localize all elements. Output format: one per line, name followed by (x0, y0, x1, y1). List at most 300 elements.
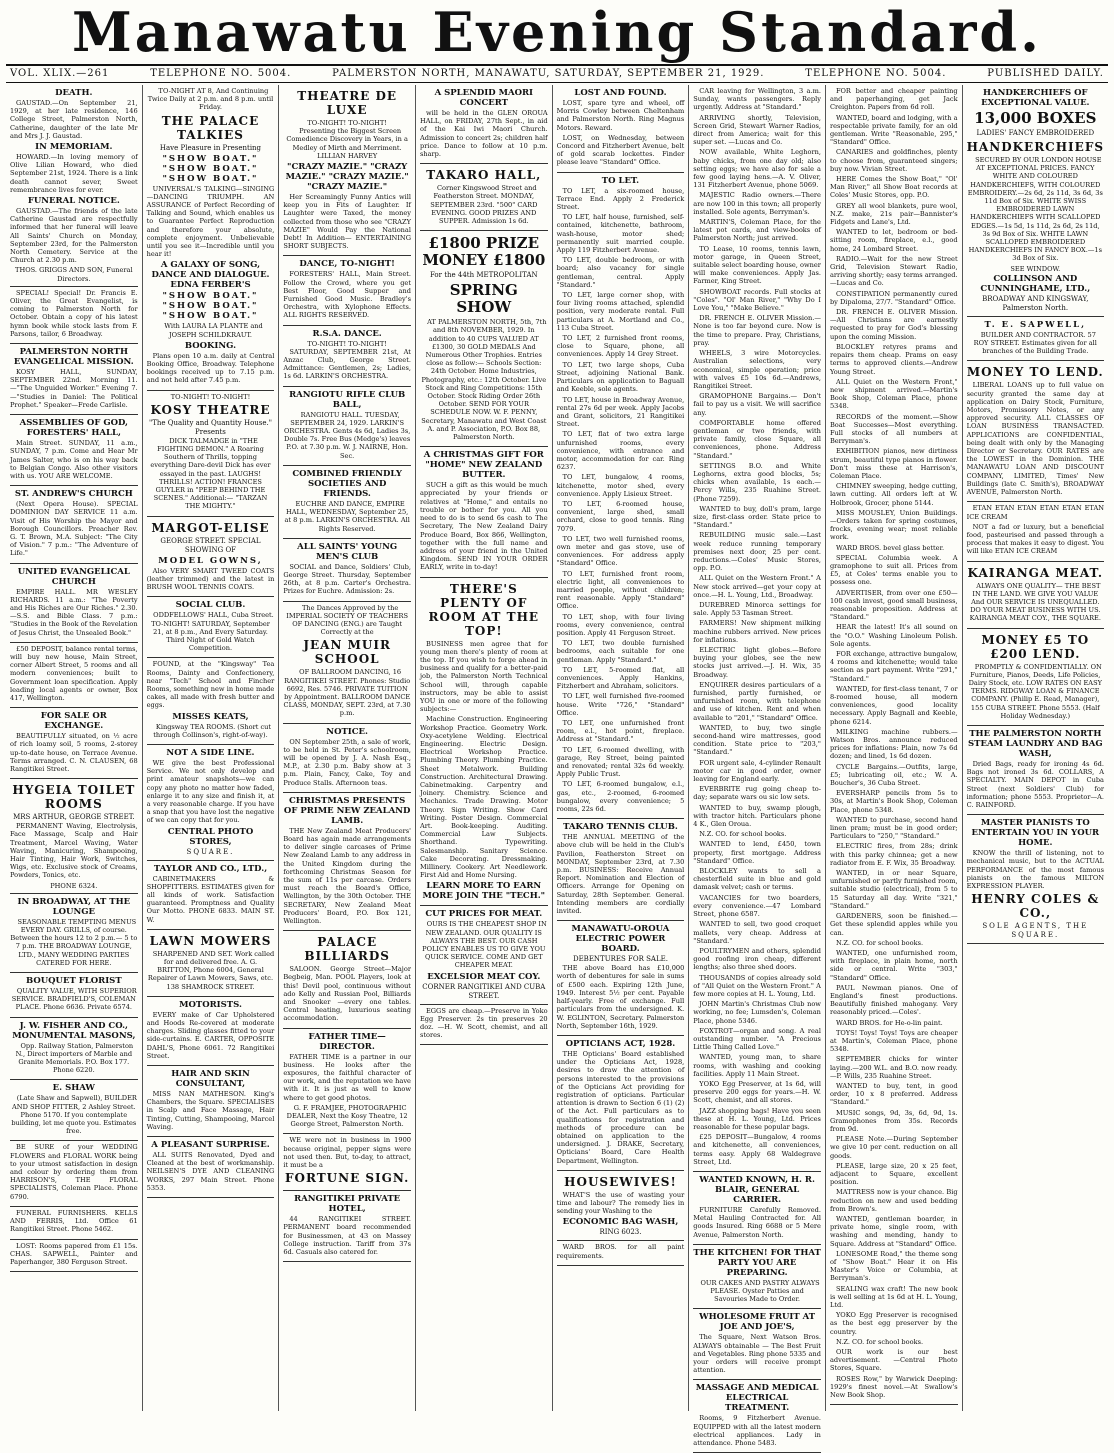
ad-opticians (557, 1036, 685, 1171)
heading: LOST AND FOUND. (574, 88, 667, 98)
body: PROMPTLY & CONFIDENTIALLY. ON Furniture, Pianos, Deeds, Life Policies, Dairy Stock, etc. LOW RATES ON EASY TERMS. RIDGWAY LOAN & FINANCE COMPANY. (Philip E. Read, Manager), 155 CUBA STREET. Phone 5553. (Half Holiday Wednesday.) (968, 662, 1102, 720)
heading: FOR SALE OR EXCHANGE. (40, 711, 107, 732)
body: FURNITURE Carefully Removed. Metal Hauling Contracted for. All goods Insured. Ring 6688 or 5 Mere Avenue, Palmerston North. (693, 1205, 821, 1239)
body: Dried Bags, ready for ironing 4s 6d. Bags not ironed 3s 6d. COLLARS, A SPECIALTY. MAIN DEPOT in Cuba Street (next Soldiers' Club) for information; phone 5553. Proprietor—A. C. RAINFORD. (966, 759, 1104, 809)
body: CABINETMAKERS & SHOPFITTERS. ESTIMATES given for all kinds of work. Satisfaction guaranteed. Promptness and Quality Our Motto. PHONE 6833. MAIN ST. W. (146, 874, 275, 924)
ad-ridgway-loan (967, 629, 1104, 726)
body: SEASONABLE TEMPTING MENUS EVERY DAY. GRILLS, of course. Between the hours 12 to 2 p.m.— 5 to 7 p.m. THE BROADWAY LOUNGE, LTD., MANY WEDDING PARTIES CATERED FOR HERE. (10, 917, 138, 967)
classified: TO Lease, 10 rooms, tennis lawn, motor garage, in Queen Street, suitable select boarding house, owner will make conveniences. Apply Jas. Farmer, King Street. (693, 244, 821, 286)
classified: PLEASE, large size, 20 x 25 feet, adjacent to Square, excellent position. (829, 1161, 958, 1187)
body: Plans open 10 a.m. daily at Central Booking Office, Broadway. Telephone bookings received up to 7.15 p.m. and not held after 7.45 p.m. (146, 351, 275, 385)
body: FORESTERS' HALL, Main Street. Follow the Crowd, where you get Best Floor, Good Supper and Furnished Good Music. Bradley's Orchestra, with Xylophone Effects. ALL RIGHTS RESERVED. (283, 270, 411, 320)
column-3 (279, 85, 416, 1411)
intro: TO-NIGHT! TO-NIGHT! (170, 392, 251, 401)
body: OUR CAKES AND PASTRY ALWAYS PLEASE. Oyster Patties and Savouries Made to Order. (700, 1278, 820, 1304)
heading: RANGITIKEI PRIVATE HOTEL, (294, 1194, 401, 1215)
classified: TO LET, double bedroom, or with board; also vacancy for single gentleman, central. Apply "Standard." (556, 256, 685, 289)
ad-deposit (10, 643, 138, 708)
classified: TO LET, 5-roomed flat, all conveniences. Apply Hankins, Fitzherbert and Abraham, solicitors. (556, 665, 685, 691)
heading: A SPLENDID MAORI CONCERT (434, 88, 534, 108)
classified: MARTIN'S, Coleman Place, for the latest pot cards, and view-books of Palmerston North; just arrived. (693, 218, 821, 243)
see-window: SEE WINDOW. (1010, 264, 1061, 273)
heading: NOTICE. (326, 726, 368, 737)
classified: WANTED to lend, £450, town property, first mortgage. Address "Standard" Office. (693, 840, 821, 865)
heading: OPTICIANS ACT, 1928. (565, 1038, 676, 1049)
feature-title: "SHOW BOAT." "SHOW BOAT." "SHOW BOAT." (162, 291, 259, 322)
classified: WANTED to let, bedroom or bed-sitting room, fireplace, e.l., good home, 24 Lombard Street. (829, 228, 958, 253)
classified: ROSES Row," by Warwick Deeping: 1929's finest novel.—At Swallow's New Book Shop. (829, 1374, 958, 1400)
ad-bag-wash (557, 1171, 685, 1242)
ad-jean-muir (283, 602, 411, 724)
classified: TO LET, 6-roomed bungalow, e.l., gas, etc., 2-roomed, 6-roomed bungalow, every convenience; 5 rooms, 22s 6d. (556, 780, 685, 814)
classified: WANTED, board and lodging, with a respectable private family, for an old gentleman. Write "Reasonable, 295," "Standard" Office. (829, 113, 958, 147)
heading: RANGIOTU RIFLE CLUB BALL, (289, 389, 406, 410)
classified: BLOCKLEY wants to sell a chesterfield suite in blue and gold damask velvet; cash or terms. (693, 867, 821, 892)
ad-lost (10, 1240, 138, 1273)
body: SECURED BY OUR LONDON HOUSE AT EXCEPTIONAL PRICES. FANCY WHITE AND COLOURED HANDKERCHIEFS, WITH COLOURED EMBROIDERY.—2s 6d, 2s 11d, 3s 6d, 3s 11d Box of Six. WHITE SWISS EMBROIDERED LAWN HANDKERCHIEFS WITH SCALLOPED EDGES.—1s 5d, 1s 11d, 2s 6d, 2s 11d, 3s 9d Box of Six. WHITE LAWN SCALLOPED EMBROIDERED HANDKERCHIEFS IN FANCY BOX.—1s 3d Box of Six. (967, 156, 1103, 263)
classified: FOR exchange, attractive bungalow, 4 rooms and kitchenette; would take section as part payment. Write "291," "Standard." (829, 650, 958, 683)
ad-flowers (10, 1141, 138, 1206)
heading: FUNERAL NOTICE. (27, 196, 120, 207)
ad-steam-laundry (967, 726, 1104, 815)
classified: POULTRYMEN and others, splendid good roofing iron cheap, different lengths; also three shed doors. (693, 946, 821, 972)
body: will be held in the GLEN OROUA HALL, on FRIDAY, 27th Sept., in aid of the Kai Iwi Maori Church. Admission to concert 2s; children half price. Dance to follow at 10 p.m. sharp. (419, 109, 548, 159)
heading: ASSEMBLIES OF GOD, FORESTERS' HALL, (19, 418, 129, 439)
heading: THERE'S PLENTY OF ROOM AT THE TOP! (428, 581, 540, 638)
classified: RECORDS of the moment.—Show Boat Successes—Most everything. Full stocks of all numbers at Berryman's. (829, 412, 958, 446)
body: LOST: Rooms papered from £1 15s. CHAS. SAPWELL, Painter and Paperhanger, 380 Ferguson Street. (10, 1241, 138, 1266)
heading: A CHRISTMAS GIFT FOR "HOME" NEW ZEALAND BUTTER. (423, 450, 544, 481)
classified: THOUSANDS of copies already sold of "All Quiet on the Western Front." A few more copies at H. L. Young, Ltd. (693, 973, 821, 998)
ad-taylor (147, 861, 275, 930)
classified: ADVERTISER, from over one £50—100 cash invest, good small business, reasonable proposition. Address at "Standard." (829, 588, 958, 622)
ad-kitchen (693, 1245, 821, 1310)
classified: CONSTIPATION permanently cured by Dipaloma, 27/7. "Standard" Office. (829, 289, 958, 306)
classified: EXHIBITION pianos, new dirtiness strum, beautiful type pianos in flower. Don't miss these at Harrison's, Coleman Place. (829, 447, 958, 480)
ad-shaw (10, 1080, 138, 1141)
column-1 (6, 85, 143, 1411)
body: OURS IS THE CHEAPEST SHOP IN NEW ZEALAND. OUR QUALITY IS ALWAYS THE BEST. OUR CASH POLICY ENABLES US TO GIVE YOU QUICK SERVICE. COME AND GET CHEAPER MEAT. (422, 920, 547, 970)
heading: COLLINSON AND CUNNINGHAME, LTD., (980, 273, 1091, 294)
body: FOUND, at the "Kingsway" Tea Rooms, Dainty and Confectionery, near "Tech" School and Fincher Rooms, something new in home made cakes, all made with fresh butter and eggs. (146, 660, 275, 710)
body: SHARPENED AND SET. Work called for and delivered free. A. G. BRITTON, Phone 6004, General Repairer of Lawn Mowers, Saws, etc. 138 SHAMROCK STREET. (147, 949, 275, 991)
classified: ELECTRIC light globes.—Before buying your globes, see the new stocks just arrived.—J. H. Wix, 35 Broadway. (693, 646, 821, 679)
volume-number: VOL. XLIX.—261 (10, 68, 110, 79)
classified: TO LET, 2 furnished front rooms, close to Square, phone, all conveniences. Apply 14 Grey Street. (556, 334, 685, 359)
classified: PLEASE Note.—During September we give 10 per cent. reduction on all goods. (829, 1135, 958, 1160)
ad-kairanga-meat (967, 562, 1104, 629)
heading: ECONOMIC BAG WASH, (562, 1217, 679, 1228)
ad-broadway (10, 894, 138, 973)
classified: ENQUIRER desires particulars of a furnished, partly furnished, or unfurnished room, with telephone and use of kitchen. Rent and when available to "201," "Standard" Office. (693, 680, 821, 722)
ad-excelsior-meat (420, 906, 548, 1004)
ad-tennis-club (557, 819, 685, 921)
subheading: SQUARE. (186, 847, 235, 856)
subheading: A GALAXY OF SONG, DANCE AND DIALOGUE. EDNA FERBER'S (151, 260, 270, 291)
body: BUILDER AND CONTRACTOR. 57 ROY STREET. Estimates given for all branches of the Building Trade. (973, 330, 1097, 356)
heading: HYGEIA TOILET ROOMS (12, 783, 136, 812)
classified: YOKO Egg Preserver is recognised as the best egg preserver by the country. (829, 1311, 958, 1336)
classified: WARD BROS. for He-o-lin paint. (835, 1018, 943, 1027)
published-daily: PUBLISHED DAILY. (987, 68, 1104, 79)
classified: DR. FRENCH E. OLIVER Mission. —All Christians are earnestly requested to pray for God's blessing upon the coming Mission. (829, 308, 958, 341)
classified: £25 DEPOSIT—Bungalow, 4 rooms and kitchenette, all conveniences, terms easy. Apply 68 Waldegrave Street, Ltd. (693, 1133, 821, 1166)
heading: TAYLOR AND CO., LTD., (153, 863, 268, 874)
body: PERMANENT Waving, Electrolysis, Face Massage, Scalp and Hair Treatment, Marcel Waving, Water Waving, Manicuring, Shampooing, Hair Tinting, Hair Work, Switches, Wigs, etc. Exclusive stock of Creams, Powders, Tonics, etc. (10, 822, 138, 880)
classified: DR. FRENCH E. OLIVER Mission.— None is too far beyond cure. Now is the time to prepare. Pray, Christians, pray. (693, 314, 821, 347)
classified: WANTED, young man, to share rooms, with washing and cooking facilities. Apply 11 Main Street. (693, 1053, 821, 1078)
body: Rooms, 9 Fitzherbert Avenue. EQUIPPED with all the latest modern electrical appliances. Lady in attendance. Phone 5483. (693, 1414, 821, 1448)
ad-theatre-de-luxe (283, 85, 411, 256)
ad-lawn-mowers (147, 930, 275, 997)
classified: JOHN Martin's Christmas Club now working, no fee; Lumsden's, Coleman Place, phone 5346. (693, 1000, 821, 1025)
heading: LEARN MORE TO EARN MORE JOIN THE "TECH." (422, 881, 546, 902)
telephone-left: TELEPHONE NO. 5004. (150, 68, 292, 79)
body: 44 RANGITIKEI STREET. PERMANENT board recommended for Businessmen, at 43 on Massey College instruction. Tariff from 37s 6d. Casuals also catered for. (283, 1215, 411, 1257)
ad-fortune-sign (283, 1134, 411, 1191)
classified: CAR leaving for Wellington, 3 a.m. Sunday, wants passengers. Reply urgently. Address at "Standard." (693, 87, 821, 112)
body: (Next Opera House). SPECIAL DOMINION DAY SERVICE 11 a.m. Visit of His Worship the Mayor and Borough Councillors. Preacher Rev. G. T. Brown, M.A. Subject: "The City of Vision." 7 p.m.: "The Adventure of Life." (10, 500, 138, 558)
classified: WANTED to buy, swamp plough, with tractor hitch. Particulars phone 4 K., Glen Oroua. (693, 803, 821, 829)
dateline (6, 64, 1108, 83)
classified: SEALING wax craft! The new book is well selling at 1s 6d at H. L. Young, Ltd. (829, 1284, 958, 1310)
heading: HAIR AND SKIN CONSULTANT, (171, 1069, 250, 1090)
phone: PHONE 6324. (50, 881, 98, 890)
heading: A PLEASANT SURPRISE. (151, 1140, 270, 1151)
classified: TO LET, well furnished five-roomed house. Write "726," "Standard" Office. (556, 692, 685, 717)
ad-bouquet (10, 973, 138, 1018)
body: AT PALMERSTON NORTH, 5th, 7th and 8th NOVEMBER, 1929. In addition to 40 CUPS VALUED AT £1300, 30 GOLD MEDALS And Numerous Other Trophies. Entries close as follow:— Schools Section: 24th October. Home Industries, Photography, etc.: 12th October. Live Stock and Ring Competitions: 15th October. Stock Riding Order 26th October. SEND FOR YOUR SCHEDULE NOW. W. F. PENNY, Secretary, Manawatu and West Coast A. and P. Association, P.O. Box 88, Palmerston North. (421, 318, 547, 442)
body: QUALITY VALUE, WITH SUPERIOR SERVICE. BRADFIELD'S, COLEMAN PLACE. Phone 6636. Private 6574. (11, 987, 137, 1012)
body: DICK TALMADGE in "THE FIGHTING DEMON." A Roaring Southern of Thrills, topping everything Dare-devil Dick has ever essayed in the past. LAUGHS! THRILLS! ACTION! FRANCES GUYLER in "PEEP BEHIND THE SCENES." Additional:— "TARZAN THE MIGHTY." (150, 436, 271, 511)
classified: FOR better and cheaper painting and paperhanging, get Jack Creighton. Papers from 6d roll. (829, 87, 958, 112)
heading: HOUSEWIVES! (564, 1174, 677, 1189)
body: EMPIRE HALL. MR WESLEY RICHARDS. 11 a.m.: "The Poverty and His Riches are Our Riches." 2.30.—S.S. and Bible Class. 7 p.m.: "Studies in the Book of the Revelation of Jesus Christ, the Unsealed Book." (10, 587, 138, 637)
ad-fisher (10, 1018, 138, 1081)
classified: TO LET, large corner shop, with four living rooms attached, splendid position, very moderate rental. Full particulars at A. Mortland and Co., 113 Cuba Street. (556, 291, 685, 332)
body: THE ANNUAL MEETING of the above club will be held in the Club's Pavilion, Featherston Street on MONDAY, September 23rd, at 7.30 p.m. BUSINESS: Receive Annual Report. Nomination and Election of Officers. Arrange for Opening on Saturday, 28th September. General. Intending members are cordially invited. (556, 833, 685, 916)
body: £50 DEPOSIT, balance rental terms, will buy new house, Main Street, corner Albert Street, 5 rooms and all modern conveniences; built to Government loan specification. Apply leading local agents or owner, Box 417, Wellington. (10, 644, 138, 702)
body: ON September 25th, a sale of work, to be held in St. Peter's schoolroom, will be opened by J. A. Nash Esq., M.P., at 2.30 p.m. Baby show at 3 p.m. Plain, Fancy, Cake, Toy and Produce Stalls. Afternoon teas. (283, 737, 411, 787)
classified: SPECIAL Columbia week. A gramophone to suit all. Prices from £5, at Coles' terms enable you to possess one. (829, 553, 958, 587)
classified: SETTINGS B.O. and White Leghorns, extra good blocks, 5s; chicks when available, 1s each.—Percy Wills, 235 Ruahine Street. (Phone 7259). (693, 461, 821, 503)
body: WARD BROS. for all paint requirements. (556, 1243, 685, 1260)
classified: N.Z. CO. for school books. (699, 830, 787, 839)
classified: HERE Comes the Show Boat," "Ol' Man River," all Show Boat records at Coles' Music Stores, opp. P.O. (829, 175, 958, 200)
product-name: ETAN ETAN ETAN ETAN ETAN ETAN ICE CREAM (966, 504, 1104, 521)
body: BE SURE of your WEDDING FLOWERS and FLORAL WORK being to your utmost satisfaction in design and colour by ordering them from HARRISON'S, THE FLORAL SPECIALISTS, Coleman Place. Phone 6790. (10, 1143, 138, 1201)
classified: TO LET, two double furnished bedrooms, each suitable for one gentleman. Apply "Standard." (556, 639, 685, 664)
body: GAUSTAD.—The friends of the late Catherine Gaustad are respectfully informed that her funeral will leave All Saints' Church on Monday, September 23rd, for the Palmerston North Cemetery. Service at the Church at 2.30 p.m. (10, 207, 138, 265)
ad-money-to-lend (967, 361, 1104, 502)
intro: WE were not in business in 1900 because original, pepper signs were not used then. But, to-day, to attract, it must be a (283, 1136, 411, 1170)
body: SALOON. George Street—Major Begbeig, Man. POOL Players, look at this! Devil pool, continuous without ado Kelly and Russian Pool, Billiards and Snooker —every one tables. Central heating, luxurious seating accommodation. (283, 965, 411, 1023)
heading: BOUQUET FLORIST (25, 976, 122, 987)
classified: BLOCKLEY retyres prams and repairs them cheap. Prams on easy terms to approved clients.—Andrew Young Street. (829, 342, 958, 376)
classified: SEPTEMBER chicks for winter laying.—200 W.L. and B.O. now ready. —P. Wills, 235 Ruahine Street. (829, 1055, 958, 1080)
body: FATHER TIME is a partner in our business. He looks after the exposures, the faithful character of our work, and the reputation we have with it. It is just as well to know where to get good photos. (283, 1052, 411, 1102)
classified: YOKO Egg Preserver, at 1s 6d, will preserve 200 eggs for years.—H. W. Scott, chemist, and all stores. (693, 1079, 821, 1105)
classified: FARMERS! New shipment milking machine rubbers arrived. New prices for inflations. (693, 619, 821, 644)
heading: UNITED EVANGELICAL CHURCH (17, 566, 130, 587)
body: The Square, Next Watson Bros. ALWAYS obtainable — The Best Fruit and Vegetables. Ring phone 5335 and your orders will receive prompt attention. (693, 1333, 821, 1375)
classified: JAZZ shopping bags! Have you seen these at H. L. Young, Ltd. Prices reasonable for these popular bags. (693, 1106, 821, 1131)
ad-sale (10, 708, 138, 779)
body: UNIVERSAL'S TALKING—SINGING —DANCING TRIUMPH. AN ASSURANCE of Perfect Recording of Talking and Sound, which enables us to Guarantee Perfect Reproduction and therefore your absolute, complete enjoyment. Unbelievable until you see it—Incredible until you hear it! (146, 184, 275, 259)
classified: PAUL Newman pianos. One of England's finest productions. Beautifully finished mahogany. Very reasonably priced.—Coles'. (829, 983, 958, 1017)
heading: R.S.A. DANCE. (312, 328, 382, 339)
prize-money: £1800 PRIZE MONEY £1800 (422, 234, 546, 270)
classified: TO LET, house in Broadway Avenue, rental 27s 6d per week. Apply Jacobs and Grant, solicitors, 21 Rangitikei Street. (556, 395, 685, 429)
ad-rifle-club (283, 387, 411, 466)
subheading: MRS ARTHUR, GEORGE STREET. (13, 813, 135, 822)
heading: THE PALMERSTON NORTH STEAM LAUNDRY AND BAG WASH, (968, 728, 1103, 759)
heading: MASTER PIANISTS TO ENTERTAIN YOU IN YOUR HOME. (971, 818, 1100, 849)
heading: TO LET. (601, 175, 640, 186)
classified: WANTED, one unfurnished room, with fireplace, in plain home, north side or central. Write "303," "Standard" Office. (829, 948, 958, 982)
classified: MAJESTIC Radio owners.—There are now 100 in this town; all properly installed. Sole agents, Berryman's. (693, 191, 821, 216)
heading: BOOKING. (184, 340, 237, 351)
classified: ARRIVING shortly, Television, Screen Grid, Stewart Warner Radios, direct from America; wait for this super set. —Lucas and Co. (693, 113, 821, 147)
ad-motorists (147, 997, 275, 1066)
body: GAUSTAD.—On September 21, 1929, at her late residence, 146 College Street, Palmerston North, Catherine, daughter of the late Mr and Mrs J. J. Gaustad. (10, 99, 138, 140)
classified: TOYS! Toys! Toys! Toys are cheaper at Martin's, Coleman Place, phone 5348. (829, 1028, 958, 1054)
heading: E. SHAW (52, 1083, 95, 1094)
body: (Late Shaw and Sapwell), BUILDER AND SHOP FITTER, 2 Ashley Street. Phone 5170. If you contemplate building, let me quote you. Estimates free. (11, 1094, 137, 1136)
body: Opp. Railway Station, Palmerston N., Direct importers of Marble and Granite Memorials. P.O. Box 177. Phone 6220. (15, 1041, 134, 1075)
heading: ALL SAINTS' YOUNG MEN'S CLUB (297, 541, 398, 562)
classified: MISS MOUSLEY, Union Buildings.—Orders taken for spring costumes, frocks, evening wear; most reliable work. (829, 508, 958, 542)
body: WE give the best Professional Service. We not only develop and print amateur snapshots—we can copy any photo no matter how faded, enlarge it to any size and finish it, at a very reasonable charge. If you have a snap that you have lost the negative of we can copy that for you. (146, 758, 275, 825)
ad-hair (147, 1066, 275, 1137)
ad-christmas-butter (420, 447, 548, 577)
death-notice (10, 85, 138, 287)
heading: KOSY THEATRE (150, 402, 271, 417)
body: RANGIOTU HALL. TUESDAY, SEPTEMBER 24, 1929. LARKIN'S ORCHESTRA. Gents 4s 6d, Ladies 3s, Double 7s. Free Bus (Medge's) leaves P.O. at 7.30 p.m. W. J. NAIRNE, Hon. Sec. (283, 410, 411, 460)
heading: MOTORISTS. (179, 999, 242, 1010)
heading: MISSES KEATS, (172, 711, 249, 722)
ad-takaro-hall (420, 164, 548, 231)
ad-blair-carrier (693, 1172, 821, 1245)
classified: LONESOME Road," the theme song of "Show Boat." Hear it on His Master's Voice or Columbia, at Berryman's. (829, 1249, 958, 1283)
classified: WARD BROS. bevel glass better. (835, 543, 945, 552)
body: OF BALLROOM DANCING, 16 RANGITIKEI STREET. Phones: Studio 6692, Res. 5746. PRIVATE TUITION by Appointment. BALLROOM DANCE CLASS, MONDAY, SEPT. 23rd, at 7.30 p.m. (283, 668, 411, 718)
classified: TO LET, 6-roomed house, convenient, large shed, small orchard, close to good tennis. Ring 7079. (556, 499, 685, 533)
body: SPECIAL! Special! Dr. Francis E. Oliver, the Great Evangelist, is coming to Palmerston North for October. Obtain a copy of his latest hymn book while stock lasts from F. Parsons, tailor, 6 Broadway. (10, 288, 138, 338)
ad-father-time (283, 1029, 411, 1135)
classified: ALL Quiet on the Western Front." A New stock arrived—get your copy at once.—H. L. Young, Ltd., Broadway. (693, 574, 821, 599)
body: EGGS are cheap.—Preserve in Yoko Egg Preserver. 2s tin preserves 20 doz. —H. W. Scott, chemist, and all stores. (419, 1006, 548, 1040)
body: BEAUTIFULLY situated, on ½ acre of rich loamy soil, 5 rooms, 2-storey up-to-date house, on Terrace Avenue. Terms arranged. C. N. CLAUSEN, 68 Rangitikei Street. (10, 732, 138, 773)
heading: EXCELSIOR MEAT COY. (427, 971, 541, 982)
subheading: CORNER RANGITIKEI AND CUBA STREET. (422, 982, 546, 1000)
heading: SOCIAL CLUB. (175, 600, 246, 611)
classified: N.Z. CO. for school books. (835, 1337, 924, 1346)
classified: DUREBRED Minorca settings for sale. Apply 53 Tasman Street. (693, 600, 821, 618)
classified: WANTED to sell, two good croquet mallets, very cheap. Address at "Standard." (693, 920, 821, 945)
body: FUNERAL FURNISHERS. KELLS AND FERRIS, Ltd. Office 61 Rangitikei Street. Phone 5462. (10, 1208, 138, 1234)
column-7 (826, 85, 963, 1411)
heading: HANDKERCHIEFS OF EXCEPTIONAL VALUE. (981, 88, 1090, 108)
classified: GREY all wool blankets, pure wool, N.Z. make, 21s pair—Bannister's Fidgets and Lane's, Ltd. (829, 201, 958, 227)
heading: FORTUNE SIGN. (284, 1171, 410, 1186)
body: ALL SUITS Renovated, Dyed and Cleaned at the best of workmanship. NEILSEN'S DYE AND CLEANING WORKS, 297 Main Street. Phone 5353. (146, 1151, 275, 1192)
classified: FOXTROT—organ and song. A real outstanding number. "A Precious Little Thing Called Love." (693, 1026, 821, 1052)
classified: TO LET, shop, with four living rooms, every convenience, central position. Apply 41 Ferguson Street. (556, 612, 685, 637)
heading: HANDKERCHIEFS (966, 140, 1104, 154)
body: Also VERY SMART TWEED COATS (leather trimmed) and the latest in BRUSH WOOL TENNIS COATS. (146, 566, 275, 592)
place-date: PALMERSTON NORTH, MANAWATU, SATURDAY, SEPTEMBER 21, 1929. (332, 68, 765, 79)
body: WHAT'S the use of wasting your time and labour? The remedy lies in sending your Washing to the (556, 1190, 685, 1216)
body: ALWAYS ONE QUALITY— THE BEST IN THE LAND. WE GIVE YOU VALUE And OUR SERVICE IS UNEQUALLED. DO YOUR MEAT BUSINESS WITH US. KAIRANGA MEAT COY., THE SQUARE. (969, 581, 1101, 623)
classified: TO LET, half house, furnished, self-contained, kitchenette, bathroom, wash-house, motor shed; permanently suit married couple. Apply 119 Fitzherbert Avenue. (556, 213, 685, 255)
body: BUSINESS men agree that for young men there's plenty of room at the top. If you wish to forge ahead in business and qualify for a better-paid job, the Palmerston North Technical School will, through capable instructors, may be able to assist YOU in one or more of the following subjects:— (419, 639, 548, 714)
subheading: DEBENTURES FOR SALE. (572, 955, 668, 964)
classified: NOW available, White Leghorn, baby chicks, from one day old; also setting eggs; we have also for sale a few good laying hens.—A. V. Oliver, 131 Fitzherbert Avenue, phone 5069. (693, 148, 821, 190)
subheading: Have Pleasure in Presenting (159, 143, 262, 152)
classified: TO LET, two well furnished rooms, own meter and gas stove, use of conveniences. For address apply "Standard" Office. (556, 534, 685, 568)
signature: THOS. GRIGGS AND SON, Funeral Directors. (15, 266, 133, 283)
intro: TO-NIGHT AT 8, And Continuing Twice Daily at 2 p.m. and 8 p.m. until Friday. (147, 87, 274, 112)
ad-friendly (283, 466, 411, 539)
classified: TO LET, a six-roomed house, Terrace End. Apply 2 Frederick Street. (556, 186, 685, 212)
heading: IN MEMORIAM. (35, 142, 113, 153)
classified: TO LET, one unfurnished front room, e.l., hot point, fireplace. Address at "Standard." (556, 719, 685, 744)
body: MISS NAN MATHESON. King's Chambers, the Square. SPECIALISES in Scalp and Face Massage, Hair Tinting, Cutting, Shampooing, Marcel Waving. (146, 1090, 275, 1131)
ad-rangitikei-hotel (283, 1191, 411, 1262)
columns (6, 85, 1108, 1448)
classified: VACANCIES for two boarders, every convenience.—47 Lombard Street, phone 6587. (693, 893, 821, 919)
subheading: GEORGE STREET. SPECIAL SHOWING OF (160, 536, 261, 554)
heading: MONEY £5 TO £200 LEND. (981, 632, 1090, 661)
classified: WANTED, gentleman boarder, in private home, single room, with washing and mending, handy to Square. Address at "Standard" Office. (829, 1215, 958, 1248)
ad-master-pianists (967, 815, 1104, 944)
heading: SPRING SHOW (449, 281, 518, 317)
classified: ELECTRIC fires, from 28s; drink with this parky chinnea; get a new radiator from E. F. Wix, 35 Broadway. (829, 842, 958, 867)
classified: MILKING machine rubbers.—Watson Bros. announce reduced prices for inflations: Plain, now 7s 6d dozen; and lined, 1s 6d dozen. (829, 727, 958, 761)
heading: COMBINED FRIENDLY SOCIETIES AND FRIENDS. (292, 468, 402, 499)
body: LOST, on Wednesday, between Concord and Fitzherbert Avenue, belt of gold scarab lockettes. Finder please leave "Standard" Office. (556, 133, 685, 167)
subheading: For the 44th METROPOLITAN (429, 271, 538, 280)
heading: HENRY COLES & CO., (971, 892, 1100, 921)
heading: WANTED KNOWN, H. R. BLAIR, GENERAL CARRIER. (699, 1174, 815, 1205)
body: SUCH a gift as this would be much appreciated by your friends or relatives at "Home," and entails no trouble or bother for you. All you need to do is to send 6s cash to The Secretary, The New Zealand Dairy Produce Board, Box 866, Wellington, together with the full name and address of your friend in the United Kingdom. SEND IN YOUR ORDER EARLY, write in to-day! (419, 481, 548, 572)
classified: EVERBRITE rug going cheap to-day; separate wars ou sic low sets. (693, 785, 821, 802)
column-2 (143, 85, 280, 1411)
ad-rsa-dance (283, 326, 411, 387)
classified: ALL Quiet on the Western Front," new shipment arrived.—Martin's Book Shop, Coleman Place, phone 5348. (829, 377, 958, 411)
feature-title: MODEL GOWNS, (158, 555, 263, 566)
heading: LAWN MOWERS (149, 933, 272, 948)
classified: EVERSHARP pencils from 5s to 30s, at Martin's Book Shop, Coleman Place, phone 5348. (829, 789, 958, 814)
classified: RADIO.—Wait for the new Street Grid, Television Stewart Radio, arriving shortly; easy terms arranged. —Lucas and Co. (829, 254, 958, 288)
heading: TAKARO HALL, (426, 168, 542, 183)
heading: WHOLESOME FRUIT AT JOE AND JOE'S, (699, 1312, 816, 1333)
feature-title: "CRAZY MAZIE." "CRAZY MAZIE." "CRAZY MAZIE." "CRAZY MAZIE." (285, 162, 409, 193)
heading: PALACE BILLIARDS (304, 935, 390, 964)
body: Main Street. SUNDAY, 11 a.m., SUNDAY, 7 p.m. Come and Hear Mr James Salter, who is on his way back to Belgian Congo. Also other visitors with us. YOU ARE WELCOME. (10, 439, 138, 480)
ad-mission (10, 344, 138, 415)
ad-maori-concert (420, 85, 548, 164)
classified: WHEELS, 3 wire Motorcycles. Australian selections, very economical, simple operation; price with valves £5 10s 6d.—Andrews, Rangitikei Street. (693, 349, 821, 390)
classified: WANTED, in or near Square, unfurnished or partly furnished room, suitable studio (electrical), from 5 to 15 Saturday all day. Write "321," "Standard." (829, 869, 958, 910)
classified: CHIMNEY sweeping, hedge cutting, lawn cutting. All orders left at W. Holbrook, Grocer, phone 5144. (829, 482, 958, 507)
ad-palace-talkies (147, 85, 275, 391)
heading: DANCE, TO-NIGHT! (299, 259, 395, 270)
body: SATURDAY, SEPTEMBER 21st, At Anzac Club, George Street. Admittance: Gentlemen, 2s; Ladies, 1s 6d. LARKIN'S ORCHESTRA. (283, 347, 411, 381)
to-let-section (557, 173, 685, 820)
subheading: LADIES' FANCY EMBROIDERED (976, 129, 1095, 137)
classified: TO LET, furnished front room, electric light, all conveniences to married people, without children; rent reasonable. Apply "Standard" Office. (556, 569, 685, 611)
classified: CYCLE Bargains.—Outfits, large, £5; lubricating oil, etc.; W. A. Boucher's, 36 Cuba Street. (829, 762, 958, 788)
ad-social-club (147, 597, 275, 658)
classified: TO LET, two large shops, Cuba Street, adjoining National Bank. Particulars on application to Baguall and Keeble, sole agents. (556, 360, 685, 394)
heading: KAIRANGA MEAT. (967, 565, 1104, 580)
subheading: "The Quality and Quantity House." Presents (148, 418, 272, 436)
ad-funeral-furnishers (10, 1207, 138, 1240)
ad-young-mens-club (283, 539, 411, 602)
ad-hygeia (10, 779, 138, 894)
cast: With LAURA LA PLANTE and JOSEPH SCHILDKRAUT. (164, 322, 263, 339)
ad-kosy-theatre (147, 391, 275, 517)
heading: MASSAGE AND MEDICAL ELECTRICAL TREATMENT. (695, 1383, 819, 1414)
heading: ST. ANDREW'S CHURCH (14, 489, 133, 500)
heading: CUT PRICES FOR MEAT. (425, 909, 543, 920)
ad-ward-paint (557, 1241, 685, 1265)
column-6 (689, 85, 826, 1448)
heading: DEATH. (55, 88, 93, 98)
classified: WANTED to buy, doll's pram, large size, first-class order. State price to "Standard." (693, 504, 821, 530)
classified: WANTED to purchase, second hand linen pram; must be in good order; Particulars to "250," "Standard." (829, 815, 958, 841)
lost-and-found (557, 85, 685, 173)
body: Presenting the Biggest Screen Comedience Discovery in Years, in a Medley of Mirth and Merriment. LILLIAN HARVEY (286, 127, 408, 160)
ad-surprise (147, 1137, 275, 1198)
body: THE above Board has £10,000 worth of debentures for sale in sums of £500 each. Expiring 12th June, 1949. Interest 5½ per cent. Payable half-yearly. Free of exchange. Full particulars from the undersigned. K. W. EGLINTON, Secretary. Palmerston North, September 16th, 1929. (556, 964, 685, 1030)
ad-etan-ice-cream (967, 502, 1104, 561)
heading: CENTRAL PHOTO STORES, (167, 826, 254, 847)
body: LOST, spare tyre and wheel, off Morris Cowley between Cheltenham and Palmerston North. Ring Magnus Motors. Reward. (556, 99, 685, 132)
ad-power-board (557, 921, 685, 1036)
ad-notice (283, 724, 411, 793)
classifieds-6 (693, 85, 821, 1172)
ad-technical-school (420, 578, 548, 907)
body: Her Screamingly Funny Antics will keep you in Fits of Laughter. If Laughter were Taxed, the money collected from those who see "CRAZY MAZIE" Would Pay the National Debt! In Addition— ENTERTAINING SHORT SUBJECTS. (283, 193, 411, 251)
body: ODDFELLOWS' HALL, Cuba Street. TO-NIGHT! SATURDAY, September 21, at 8 p.m., And Every Saturday. Third Night of Gold Watch Competition. (151, 611, 274, 653)
masthead-title: Manawatu Evening Standard. (72, 0, 1042, 64)
ad-assembly (10, 415, 138, 486)
heading: 13,000 BOXES (974, 109, 1097, 127)
classified: SHOWBOAT records. Full stocks at "Coles". "Ol' Man River," "Why Do I Love You," "Make Believe." (693, 287, 821, 313)
heading: MONEY TO LEND. (966, 365, 1104, 380)
classified: HEAR the latest! It's all sound on the "O.O." Washing Linoleum Polish. Sole agents. (829, 623, 958, 648)
classified: WANTED, for first-class tenant, 7 or 8-roomed house, all modern conveniences, good locality necessary. Apply Bagnall and Keeble, phone 6214. (829, 684, 958, 726)
ad-united (10, 564, 138, 643)
body: THE Opticians' Board established under the Opticians Act, 1928, desires to draw the attention of persons interested to the provisions of the Opticians Act providing for registration of opticians. Particular attention is drawn to Section 6 (1) (2) of the Act. Full particulars as to qualifications for registration and methods of procedure can be obtained on application to the undersigned. J. DRAKE, Secretary, Opticians' Board, Care Health Department, Wellington. (556, 1049, 685, 1165)
body: EVERY make of Car Upholstered and Hoods Re-covered at moderate charges. Sliding glasses fitted to your side-curtains. E. CARTER, OPPOSITE DAHL'S, Phone 6061. 72 Rangitikei Street. (146, 1010, 275, 1060)
ad-margot-elise (147, 517, 275, 598)
ad-dance (283, 256, 411, 325)
ad-christmas-lamb (283, 793, 411, 931)
heading: TAKARO TENNIS CLUB. (563, 822, 678, 833)
body: LIBERAL LOANS up to full value on security granted the same day at application on Dairy Stock, Furniture, Motors, Promissory Notes, or any approved security. ALL CLASSES OF LOAN BUSINESS TRANSACTED. APPLICATIONS are CONFIDENTIAL, being dealt with only by the Managing Director or Secretary. OUR RATES are the LOWEST in the Dominion. THE MANAWATU LOAN AND DISCOUNT COMPANY, LIMITED, Times' New Buildings (late C. Smith's), BROADWAY AVENUE, Palmerston North. (966, 381, 1104, 497)
classified: WANTED, to buy, two single second-hand wire mattresses, good condition. State price to "203," "Standard." (693, 723, 821, 757)
ad-st-andrews (10, 486, 138, 563)
heading: THE PALACE TALKIES (161, 113, 260, 142)
body: EUCHRE AND DANCE, EMPIRE HALL, WEDNESDAY, September 25, at 8 p.m. LARKIN'S ORCHESTRA. All Rights Reserved. (284, 499, 410, 533)
body: KOSY HALL, SUNDAY, SEPTEMBER 22nd. Morning 11.—"The Unguided Worker." Evening 7.—"Studies in Daniel: The Political Prophet." Speaker—Frede Carlisle. (10, 368, 138, 409)
column-5 (553, 85, 690, 1411)
body: G. F. FRAMJEE, PHOTOGRAPHIC DEALER, Next the Kosy Theatre, 12 George Street, Palmerston North. (286, 1103, 408, 1129)
